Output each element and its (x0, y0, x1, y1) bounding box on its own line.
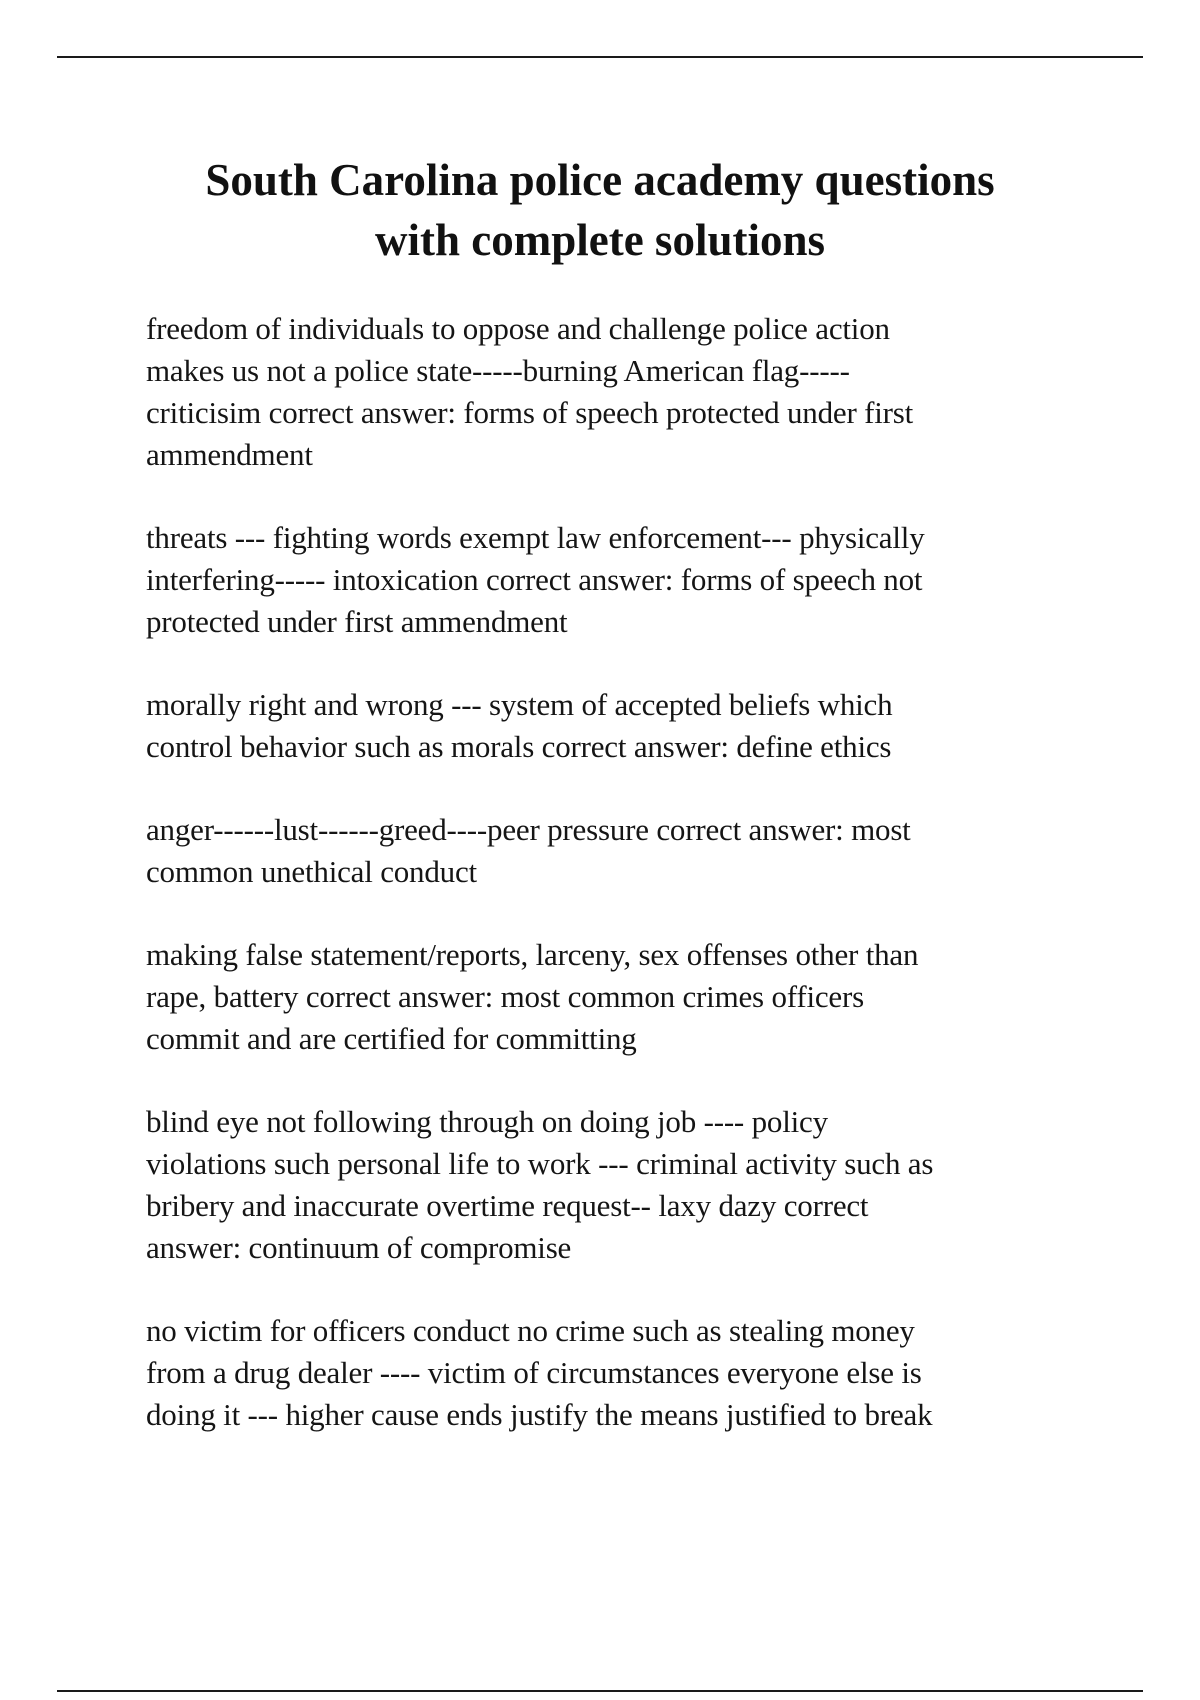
bottom-divider (57, 1690, 1143, 1692)
qa-entry-7: no victim for officers conduct no crime such as stealing money from a drug dealer ---- victim of circumstances everyone else is doing it --- higher cause ends justify the means justified to break (146, 1313, 933, 1432)
qa-entry-4: anger------lust------greed----peer pressure correct answer: most common unethical conduct (146, 812, 911, 889)
qa-entry-6: blind eye not following through on doing job ---- policy violations such personal life to work --- criminal activity such as bribery and inaccurate overtime request-- laxy dazy correct answer: continuum of compromise (146, 1104, 934, 1265)
page-title-line-2: with complete solutions (375, 215, 825, 265)
top-divider (57, 56, 1143, 58)
qa-entry-1: freedom of individuals to oppose and challenge police action makes us not a police state-----burning American flag----- criticisim correct answer: forms of speech protected under first ammendment (146, 311, 914, 472)
page-title-line-1: South Carolina police academy questions (205, 155, 995, 205)
qa-entry-5: making false statement/reports, larceny, sex offenses other than rape, battery correct answer: most common crimes officers commit and are certified for committing (146, 937, 919, 1056)
qa-list (146, 308, 1106, 1477)
qa-entry-3: morally right and wrong --- system of accepted beliefs which control behavior such as morals correct answer: define ethics (146, 687, 893, 764)
qa-entry-2: threats --- fighting words exempt law enforcement--- physically interfering----- intoxication correct answer: forms of speech not protected under first ammendment (146, 520, 925, 639)
page-title (100, 150, 1100, 270)
